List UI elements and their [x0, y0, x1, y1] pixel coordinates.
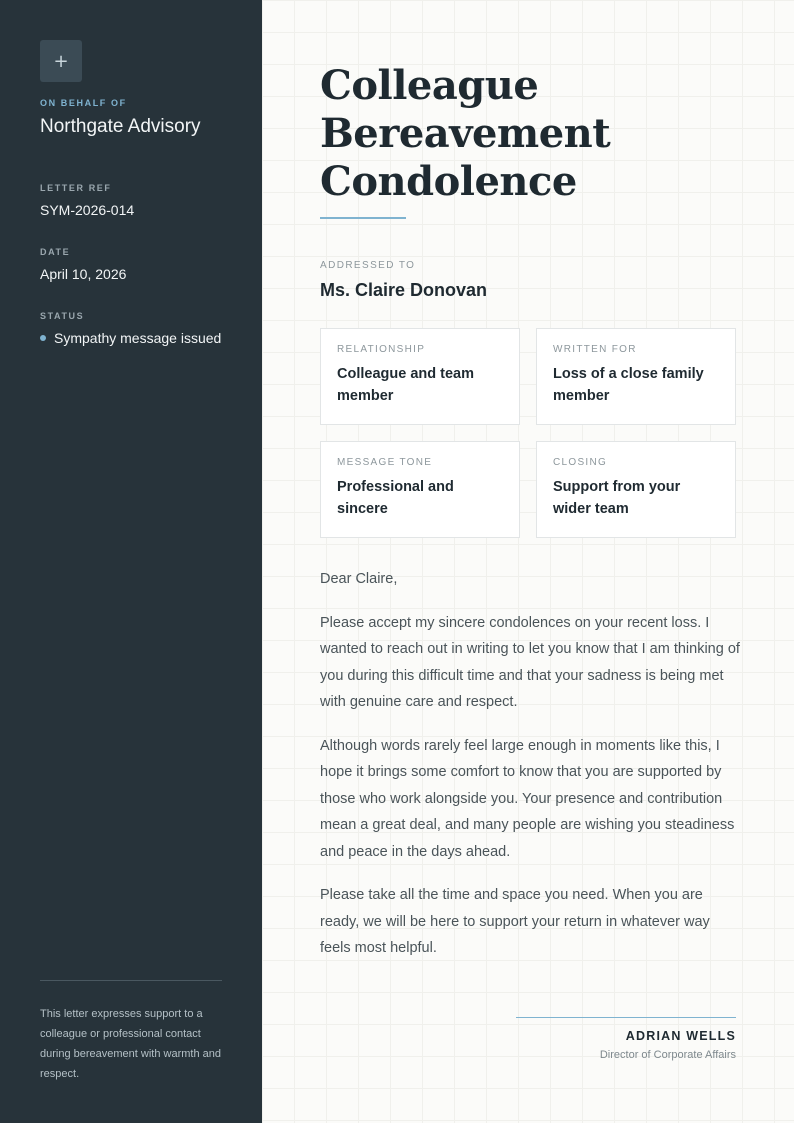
sidebar-divider [40, 980, 222, 981]
organization-name: Northgate Advisory [40, 116, 201, 137]
card-value: Loss of a close family member [553, 366, 704, 404]
date-value: April 10, 2026 [40, 266, 127, 282]
info-card-tone [320, 441, 520, 538]
status-dot-icon [40, 335, 46, 341]
signature-title: Director of Corporate Affairs [599, 1049, 736, 1061]
info-card-relationship [320, 328, 520, 425]
addressee-name: Ms. Claire Donovan [320, 280, 488, 300]
info-card-written-for [536, 328, 736, 425]
card-label: MESSAGE TONE [337, 457, 433, 468]
status-badge [40, 330, 221, 346]
card-label: CLOSING [553, 457, 608, 468]
signature-rule [516, 1017, 736, 1018]
salutation: Dear Claire, [320, 571, 398, 587]
sidebar-note: This letter expresses support to a colleague or professional contact during bereavement with warmth and respect. [40, 1008, 221, 1080]
addressed-label: ADDRESSED TO [320, 260, 416, 271]
behalf-label: ON BEHALF OF [40, 98, 127, 108]
letter-paragraph: Although words rarely feel large enough in moments like this, I hope it brings some comfort to know that you are supported by those who work alongside you. Your presence and contribution mean a great deal, and many people are wishing you steadiness and peace in the days ahead. [320, 737, 735, 860]
card-value: Professional and sincere [337, 479, 454, 517]
letter-page [262, 0, 794, 1123]
signature-name: ADRIAN WELLS [625, 1029, 736, 1043]
status-value: Sympathy message issued [54, 330, 222, 346]
letter-paragraph: Please accept my sincere condolences on your recent loss. I wanted to reach out in writing to let you know that I am thinking of you during this difficult time and that your sadness is being met with genuine care and respect. [320, 614, 740, 710]
info-card-closing [536, 441, 736, 538]
ref-value: SYM-2026-014 [40, 202, 135, 218]
date-label: DATE [40, 247, 71, 257]
card-label: WRITTEN FOR [553, 344, 637, 355]
letter-paragraph: Please take all the time and space you need. When you are ready, we will be here to support your return in whatever way feels most helpful. [320, 887, 710, 956]
card-value: Colleague and team member [337, 366, 474, 404]
page-title: Colleague Bereavement Condolence [320, 62, 611, 205]
card-value: Support from your wider team [553, 479, 681, 517]
status-label: STATUS [40, 311, 85, 321]
ref-label: LETTER REF [40, 183, 112, 193]
plus-icon: + [40, 40, 82, 82]
title-underline [320, 217, 406, 219]
letter-body [320, 566, 740, 979]
card-label: RELATIONSHIP [337, 344, 426, 355]
sidebar [0, 0, 262, 1123]
